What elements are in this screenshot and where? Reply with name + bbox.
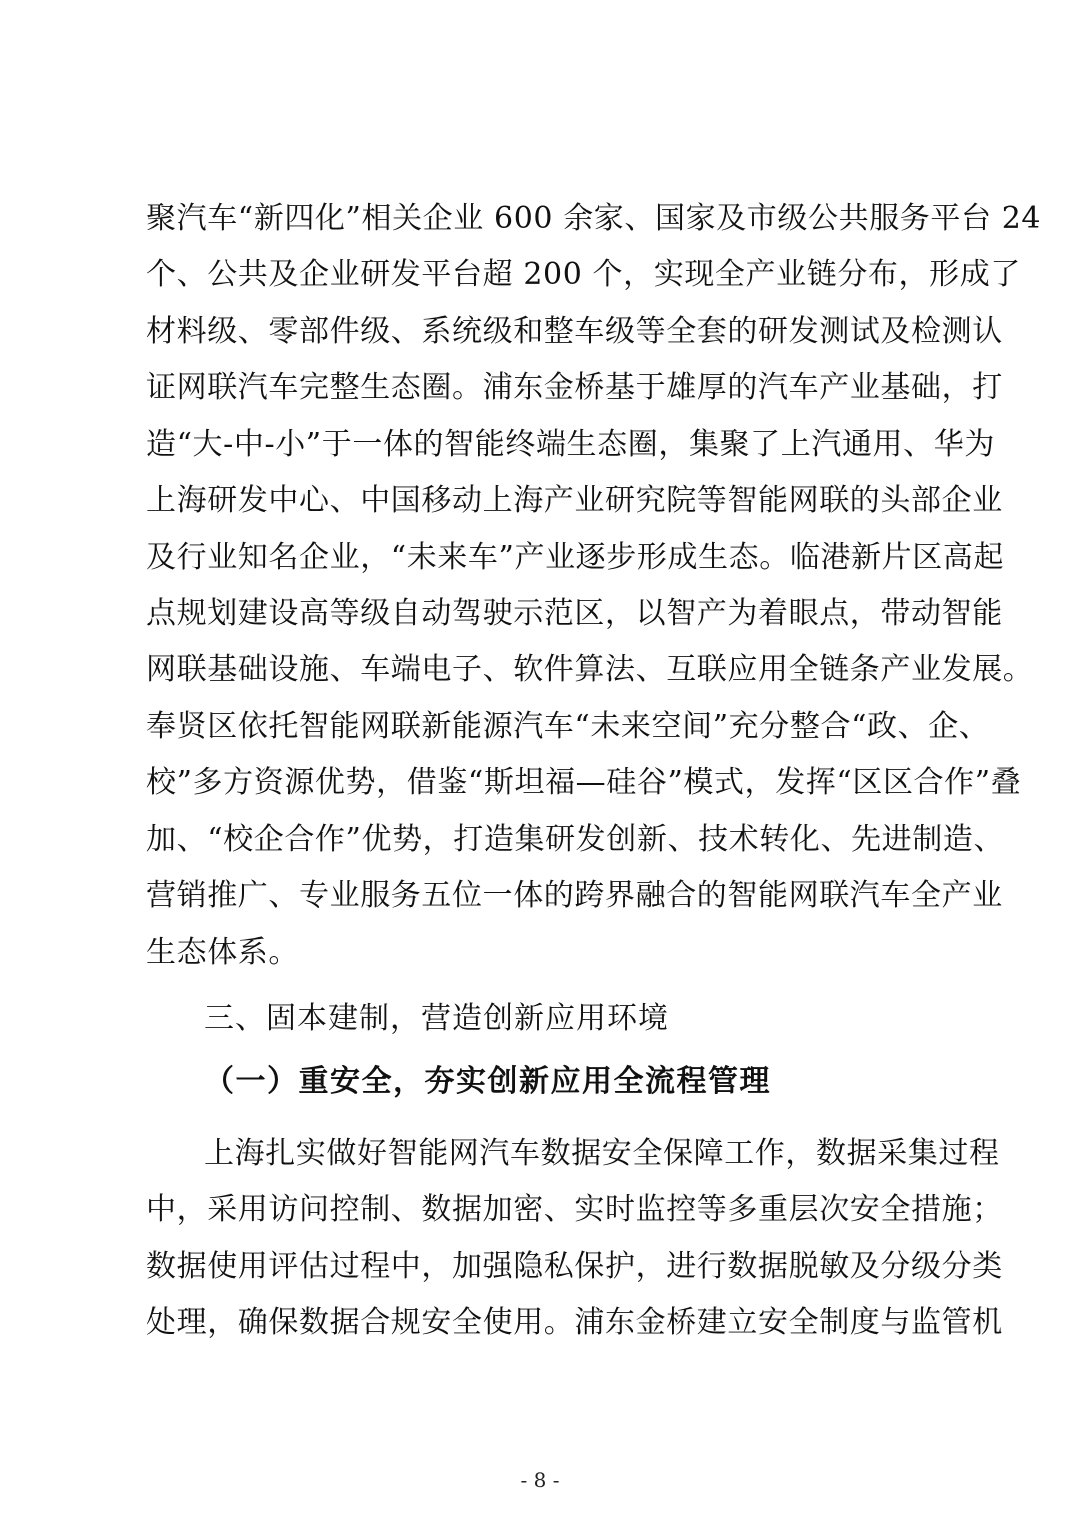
paragraph-2-line-1: 上海扎实做好智能网汽车数据安全保障工作，数据采集过程 xyxy=(204,1136,1000,1171)
paragraph-1-line-3: 材料级、零部件级、系统级和整车级等全套的研发测试及检测认 xyxy=(146,314,1003,349)
paragraph-1-line-6: 上海研发中心、中国移动上海产业研究院等智能网联的头部企业 xyxy=(146,483,1003,518)
paragraph-1-line-10: 奉贤区依托智能网联新能源汽车“未来空间”充分整合“政、企、 xyxy=(146,709,990,744)
subsection-heading: （一）重安全，夯实创新应用全流程管理 xyxy=(204,1064,771,1099)
paragraph-2-line-3: 数据使用评估过程中，加强隐私保护，进行数据脱敏及分级分类 xyxy=(146,1249,1003,1284)
paragraph-1-line-12: 加、“校企合作”优势，打造集研发创新、技术转化、先进制造、 xyxy=(146,822,1005,857)
paragraph-1-line-7: 及行业知名企业，“未来车”产业逐步形成生态。临港新片区高起 xyxy=(146,540,1005,575)
paragraph-2-line-4: 处理，确保数据合规安全使用。浦东金桥建立安全制度与监管机 xyxy=(146,1305,1003,1340)
paragraph-2-line-2: 中，采用访问控制、数据加密、实时监控等多重层次安全措施； xyxy=(146,1192,1003,1227)
paragraph-1-line-2: 个、公共及企业研发平台超 200 个，实现全产业链分布，形成了 xyxy=(146,257,1021,292)
paragraph-1-line-1: 聚汽车“新四化”相关企业 600 余家、国家及市级公共服务平台 24 xyxy=(146,201,1042,236)
paragraph-1-line-5: 造“大-中-小”于一体的智能终端生态圈，集聚了上汽通用、华为 xyxy=(146,427,995,462)
paragraph-1-line-8: 点规划建设高等级自动驾驶示范区，以智产为着眼点，带动智能 xyxy=(146,596,1003,631)
paragraph-1-line-9: 网联基础设施、车端电子、软件算法、互联应用全链条产业发展。 xyxy=(146,652,1034,687)
paragraph-1-line-11: 校”多方资源优势，借鉴“斯坦福—硅谷”模式，发挥“区区合作”叠 xyxy=(146,765,1022,800)
paragraph-1-line-14: 生态体系。 xyxy=(146,935,299,970)
section-heading: 三、固本建制，营造创新应用环境 xyxy=(204,1001,669,1036)
page-number: - 8 - xyxy=(520,1468,560,1492)
paragraph-1-line-4: 证网联汽车完整生态圈。浦东金桥基于雄厚的汽车产业基础，打 xyxy=(146,370,1003,405)
paragraph-1-line-13: 营销推广、专业服务五位一体的跨界融合的智能网联汽车全产业 xyxy=(146,878,1003,913)
